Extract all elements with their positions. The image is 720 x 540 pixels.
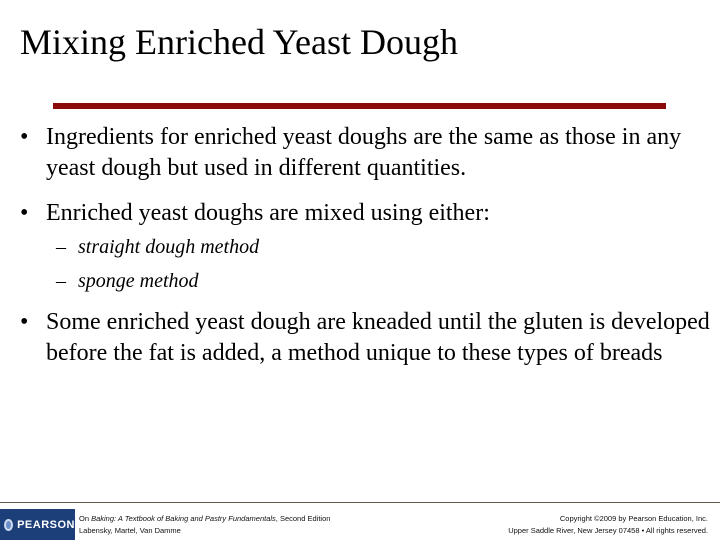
- bullet-mark: •: [20, 124, 29, 150]
- book-authors: Labensky, Martel, Van Damme: [79, 526, 181, 535]
- sub-bullet-mark: –: [56, 270, 66, 292]
- bullet-text: Some enriched yeast dough are kneaded until the gluten is developed before the fat is added, a method unique to these types of breads: [46, 309, 710, 366]
- bullet-text: Enriched yeast doughs are mixed using either:: [46, 200, 490, 226]
- title-divider: [53, 103, 666, 109]
- slide-footer: [0, 502, 720, 540]
- sub-bullet-text: sponge method: [78, 270, 199, 292]
- sub-bullet-mark: –: [56, 236, 66, 258]
- bullet-mark: •: [20, 200, 29, 226]
- bullet-item: [20, 198, 700, 229]
- publisher-logo: [0, 509, 75, 540]
- sub-bullet-text: straight dough method: [78, 236, 260, 258]
- book-citation: [79, 513, 330, 537]
- logo-text: PEARSON: [17, 519, 75, 531]
- sub-bullet-item: [56, 268, 199, 294]
- slide-title: Mixing Enriched Yeast Dough: [20, 22, 458, 62]
- sub-bullet-item: [56, 234, 259, 260]
- bullet-text: Ingredients for enriched yeast doughs are the same as those in any yeast dough but used in different quantities.: [46, 124, 682, 181]
- copyright-notice: [508, 513, 708, 537]
- book-edition: , Second Edition: [275, 514, 331, 523]
- bullet-mark: •: [20, 309, 29, 335]
- copyright-line-2: Upper Saddle River, New Jersey 07458 • All rights reserved.: [508, 526, 708, 535]
- copyright-line-1: Copyright ©2009 by Pearson Education, Inc.: [559, 514, 708, 523]
- bullet-item: [20, 307, 710, 369]
- logo-emblem-icon: [4, 519, 13, 531]
- bullet-item: [20, 122, 700, 184]
- book-title: Baking: A Textbook of Baking and Pastry Fundamentals: [91, 514, 276, 523]
- book-prefix: On: [79, 514, 92, 523]
